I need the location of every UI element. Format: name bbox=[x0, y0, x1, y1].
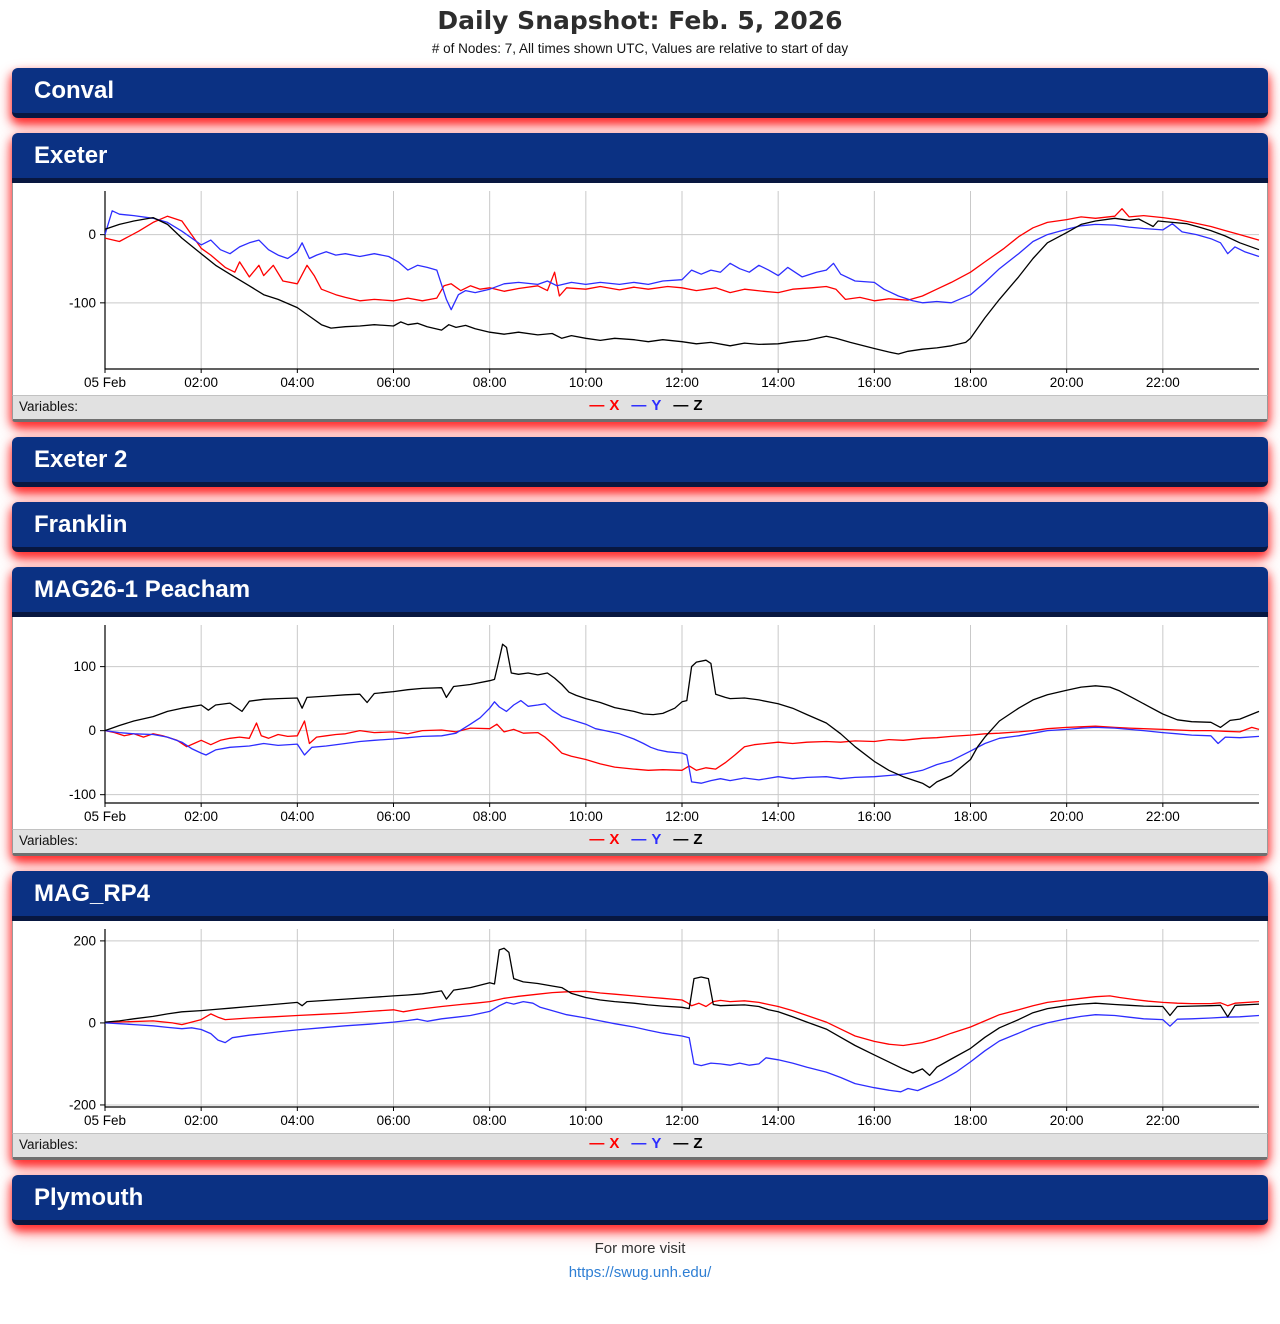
panel-header-franklin[interactable]: Franklin bbox=[12, 502, 1268, 552]
x-tick-label: 16:00 bbox=[857, 375, 892, 390]
footer-text: For more visit bbox=[594, 1240, 686, 1257]
station-panels bbox=[0, 68, 1280, 1225]
chart-svg-mag26-1-peacham bbox=[13, 617, 1267, 829]
y-tick-label: -100 bbox=[68, 787, 96, 803]
x-tick-label: 02:00 bbox=[184, 375, 219, 390]
panel-header-mag-rp4[interactable]: MAG_RP4 bbox=[12, 871, 1268, 921]
y-tick-label: 100 bbox=[73, 659, 96, 675]
y-tick-label: -100 bbox=[68, 295, 96, 311]
legend-label-y: Y bbox=[651, 1135, 662, 1152]
legend-dash-x: — bbox=[589, 831, 605, 848]
page-subtitle: # of Nodes: 7, All times shown UTC, Values are relative to start of day bbox=[431, 41, 849, 56]
legend-dash-y: — bbox=[631, 831, 647, 848]
panel-franklin bbox=[12, 502, 1268, 552]
x-tick-label: 05 Feb bbox=[83, 809, 127, 824]
legend-label-z: Z bbox=[693, 1135, 703, 1152]
x-tick-label: 14:00 bbox=[761, 375, 796, 390]
legend-dash-x: — bbox=[589, 397, 605, 414]
x-tick-label: 16:00 bbox=[857, 809, 892, 824]
chart-legend bbox=[13, 397, 1267, 414]
legend-label-z: Z bbox=[693, 831, 703, 848]
panel-mag-rp4 bbox=[12, 871, 1268, 1160]
x-tick-label: 06:00 bbox=[376, 1113, 411, 1128]
x-tick-label: 20:00 bbox=[1049, 1113, 1084, 1128]
legend-dash-z: — bbox=[673, 831, 689, 848]
x-tick-label: 12:00 bbox=[665, 809, 699, 824]
legend-dash-z: — bbox=[673, 1135, 689, 1152]
chart-svg-mag-rp4 bbox=[13, 921, 1267, 1133]
chart-area-mag-rp4 bbox=[12, 921, 1268, 1133]
footer-link[interactable]: https://swug.unh.edu/ bbox=[568, 1264, 712, 1281]
variables-bar-mag26-1-peacham bbox=[12, 829, 1268, 856]
x-tick-label: 05 Feb bbox=[83, 1113, 127, 1128]
y-tick-label: 0 bbox=[88, 227, 96, 243]
x-tick-label: 20:00 bbox=[1049, 375, 1084, 390]
panel-header-exeter-2[interactable]: Exeter 2 bbox=[12, 437, 1268, 487]
variables-label: Variables: bbox=[19, 833, 79, 848]
legend-label-x: X bbox=[609, 397, 620, 414]
legend-dash-y: — bbox=[631, 397, 647, 414]
x-tick-label: 04:00 bbox=[280, 375, 315, 390]
footer bbox=[0, 1240, 1280, 1300]
x-tick-label: 10:00 bbox=[568, 1113, 603, 1128]
legend-label-z: Z bbox=[693, 397, 703, 414]
x-tick-label: 06:00 bbox=[376, 809, 411, 824]
x-tick-label: 20:00 bbox=[1049, 809, 1084, 824]
x-tick-label: 14:00 bbox=[761, 809, 796, 824]
x-tick-label: 02:00 bbox=[184, 1113, 219, 1128]
panel-exeter-2 bbox=[12, 437, 1268, 487]
legend-dash-x: — bbox=[589, 1135, 605, 1152]
x-tick-label: 10:00 bbox=[568, 375, 603, 390]
x-tick-label: 08:00 bbox=[472, 375, 507, 390]
y-tick-label: 0 bbox=[88, 723, 96, 739]
x-tick-label: 22:00 bbox=[1145, 809, 1180, 824]
x-tick-label: 06:00 bbox=[376, 375, 411, 390]
x-tick-label: 18:00 bbox=[953, 1113, 988, 1128]
chart-svg-exeter bbox=[13, 183, 1267, 395]
legend-dash-y: — bbox=[631, 1135, 647, 1152]
chart-area-exeter bbox=[12, 183, 1268, 395]
y-tick-label: -200 bbox=[68, 1097, 96, 1113]
x-tick-label: 22:00 bbox=[1145, 375, 1180, 390]
legend-dash-z: — bbox=[673, 397, 689, 414]
chart-area-mag26-1-peacham bbox=[12, 617, 1268, 829]
x-tick-label: 04:00 bbox=[280, 809, 315, 824]
x-tick-label: 04:00 bbox=[280, 1113, 315, 1128]
panel-header-conval[interactable]: Conval bbox=[12, 68, 1268, 118]
x-tick-label: 05 Feb bbox=[83, 375, 127, 390]
legend-label-x: X bbox=[609, 831, 620, 848]
page-title: Daily Snapshot: Feb. 5, 2026 bbox=[437, 6, 843, 35]
variables-bar-mag-rp4 bbox=[12, 1133, 1268, 1160]
x-tick-label: 18:00 bbox=[953, 375, 988, 390]
legend-label-y: Y bbox=[651, 831, 662, 848]
x-tick-label: 12:00 bbox=[665, 375, 699, 390]
legend-label-y: Y bbox=[651, 397, 662, 414]
x-tick-label: 16:00 bbox=[857, 1113, 892, 1128]
x-tick-label: 14:00 bbox=[761, 1113, 796, 1128]
chart-legend bbox=[13, 1135, 1267, 1152]
panel-plymouth bbox=[12, 1175, 1268, 1225]
panel-header-mag26-1-peacham[interactable]: MAG26-1 Peacham bbox=[12, 567, 1268, 617]
variables-label: Variables: bbox=[19, 399, 79, 414]
variables-label: Variables: bbox=[19, 1137, 79, 1152]
panel-mag26-1-peacham bbox=[12, 567, 1268, 856]
panel-header-exeter[interactable]: Exeter bbox=[12, 133, 1268, 183]
x-tick-label: 12:00 bbox=[665, 1113, 699, 1128]
panel-exeter bbox=[12, 133, 1268, 422]
x-tick-label: 08:00 bbox=[472, 809, 507, 824]
x-tick-label: 22:00 bbox=[1145, 1113, 1180, 1128]
panel-conval bbox=[12, 68, 1268, 118]
panel-header-plymouth[interactable]: Plymouth bbox=[12, 1175, 1268, 1225]
x-tick-label: 02:00 bbox=[184, 809, 219, 824]
legend-label-x: X bbox=[609, 1135, 620, 1152]
y-tick-label: 0 bbox=[88, 1015, 96, 1031]
variables-bar-exeter bbox=[12, 395, 1268, 422]
y-tick-label: 200 bbox=[73, 933, 96, 949]
x-tick-label: 18:00 bbox=[953, 809, 988, 824]
x-tick-label: 08:00 bbox=[472, 1113, 507, 1128]
chart-legend bbox=[13, 831, 1267, 848]
x-tick-label: 10:00 bbox=[568, 809, 603, 824]
